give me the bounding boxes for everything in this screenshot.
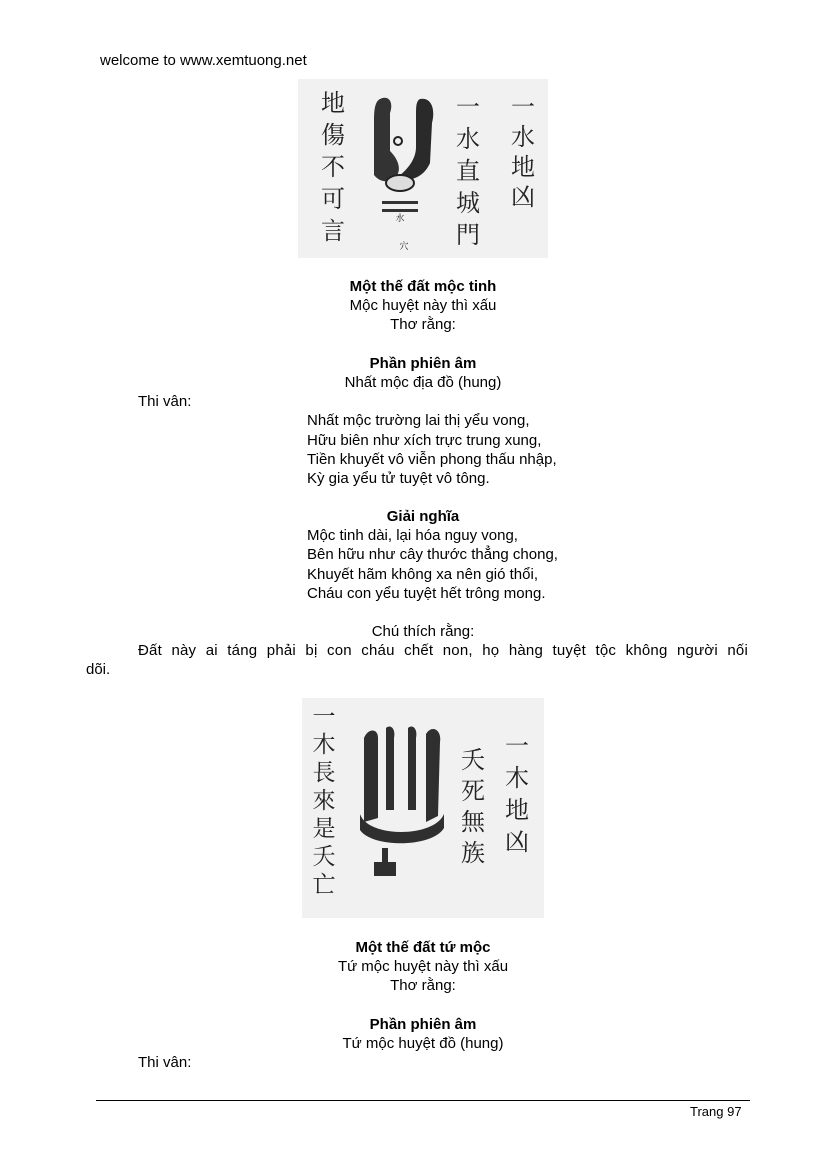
tu-moc-diagram-svg: [302, 698, 544, 918]
moc-tinh-symbol: [374, 98, 433, 212]
cjk-text-middle: 一水直城門: [456, 93, 480, 249]
tu-moc-symbol: [360, 726, 444, 876]
meaning-line: Khuyết hãm không xa nên gió thổi,: [307, 566, 538, 583]
section-1-giai-nghia-heading: Giải nghĩa: [386, 508, 460, 525]
cjk-text-left: 一木長來是夭亡: [312, 704, 336, 898]
section-2-intro: Thơ rằng:: [390, 977, 456, 994]
cjk-small-1: 水: [395, 214, 405, 224]
poem-line: Hữu biên như xích trực trung xung,: [307, 432, 542, 449]
section-2-subtitle: Tứ mộc huyệt này thì xấu: [337, 958, 509, 975]
section-1-thi-van: Thi vân:: [138, 393, 192, 410]
meaning-line: Cháu con yểu tuyệt hết trông mong.: [307, 585, 546, 602]
site-header: welcome to www.xemtuong.net: [100, 52, 307, 69]
tu-moc-diagram: [302, 698, 544, 918]
footer-divider: [96, 1100, 750, 1101]
note-line-1: Đất này ai táng phải bị con cháu chết non, họ hàng tuyệt tộc không người nối: [138, 642, 748, 659]
moc-tinh-diagram: [298, 79, 548, 258]
page-number: Trang 97: [690, 1104, 742, 1119]
cjk-text-left: 地傷不可言: [321, 89, 345, 245]
section-1-subtitle: Mộc huyệt này thì xấu: [349, 297, 497, 314]
section-2-phien-am-title: Tứ mộc huyệt đồ (hung): [342, 1035, 504, 1052]
cjk-small-2: 穴: [399, 242, 409, 252]
cjk-text-right: 一木地凶: [505, 732, 529, 856]
cjk-text-right: 一水地凶: [511, 93, 535, 211]
meaning-line: Bên hữu như cây thước thẳng chong,: [307, 546, 558, 563]
cjk-text-middle: 夭死無族: [461, 746, 485, 867]
section-1-phien-am-title: Nhất mộc địa đồ (hung): [344, 374, 502, 391]
section-1-phien-am-heading: Phần phiên âm: [369, 355, 477, 372]
section-2-thi-van: Thi vân:: [138, 1054, 192, 1071]
poem-line: Tiền khuyết vô viễn phong thấu nhập,: [307, 451, 557, 468]
meaning-line: Mộc tinh dài, lại hóa nguy vong,: [307, 527, 518, 544]
section-2-phien-am-heading: Phần phiên âm: [369, 1016, 477, 1033]
section-2-title: Một thế đất tứ mộc: [355, 939, 491, 956]
poem-line: Kỳ gia yểu tử tuyệt vô tông.: [307, 470, 490, 487]
section-1-intro: Thơ rằng:: [390, 316, 456, 333]
section-1-title: Một thế đất mộc tinh: [349, 278, 497, 295]
note-line-2: dõi.: [86, 661, 111, 678]
note-heading: Chú thích rằng:: [371, 623, 475, 640]
moc-tinh-diagram-svg: [298, 79, 548, 258]
poem-line: Nhất mộc trường lai thị yểu vong,: [307, 412, 530, 429]
